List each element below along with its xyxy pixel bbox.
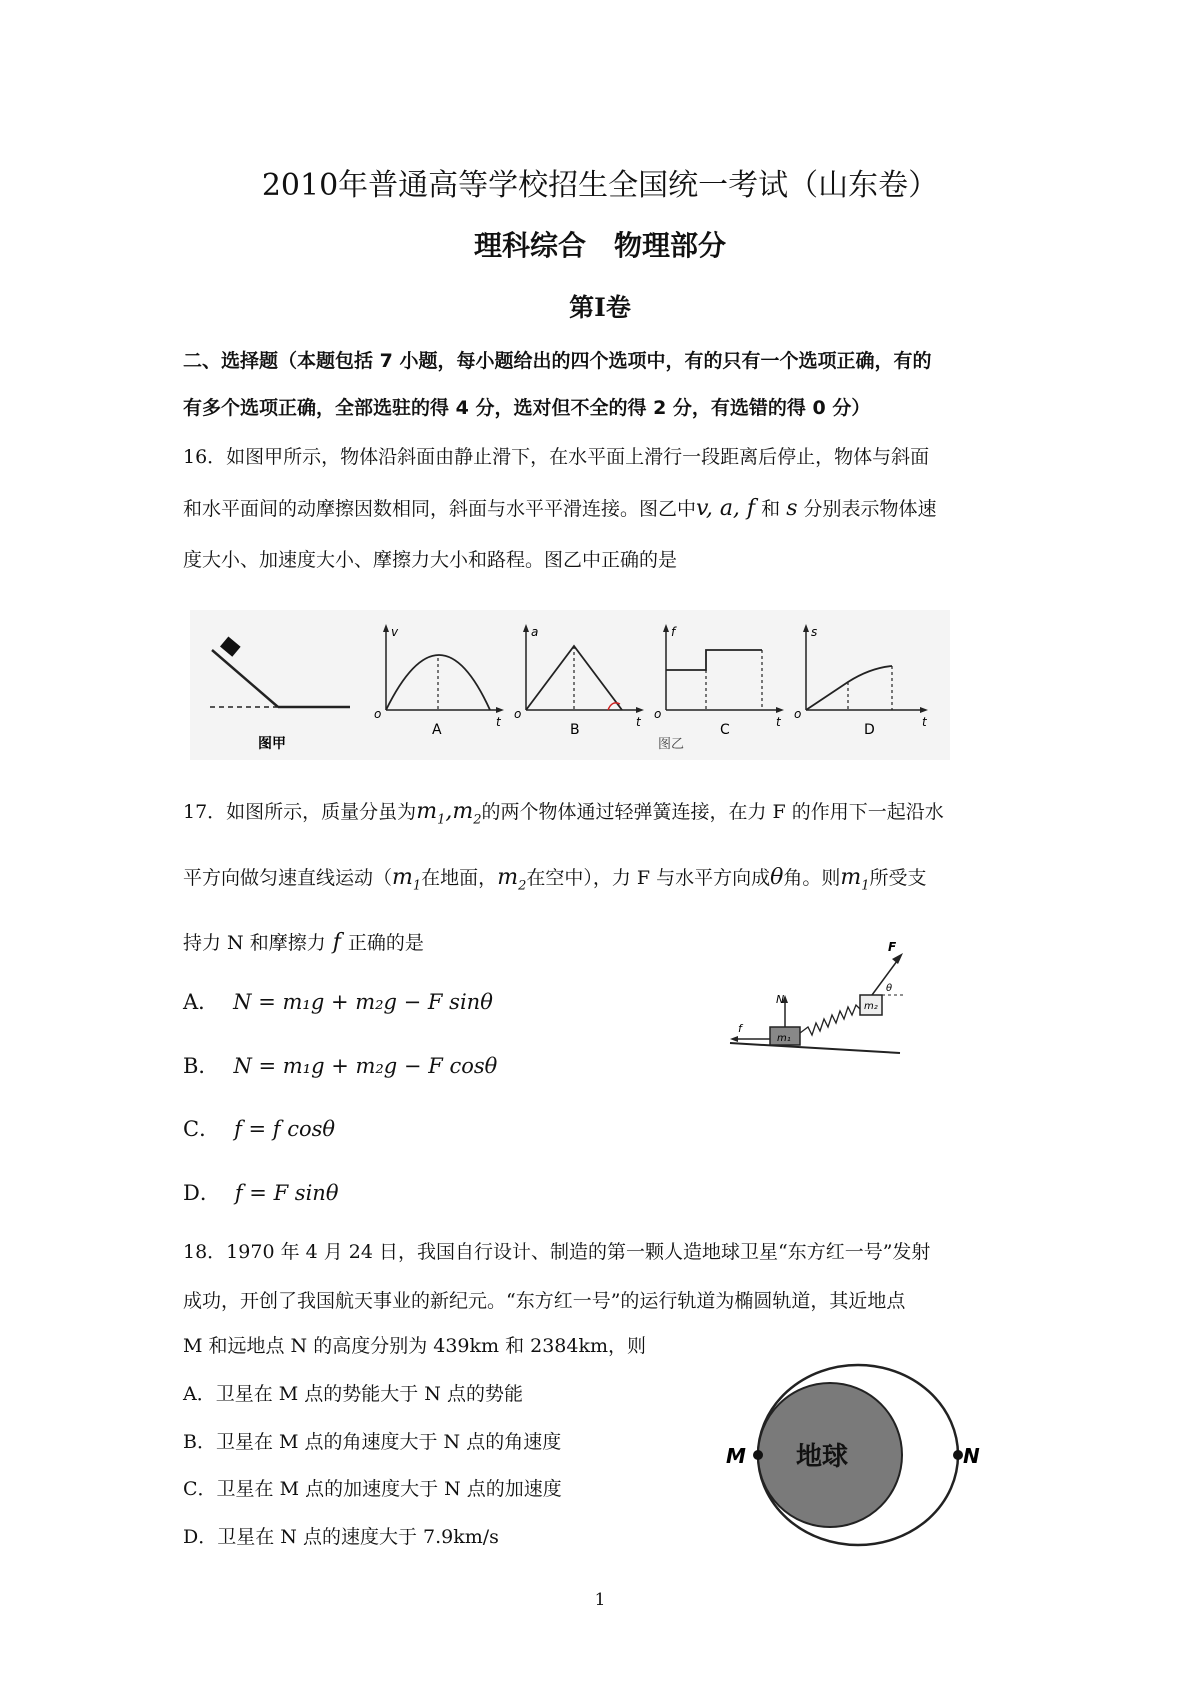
friction-label: f	[738, 1022, 742, 1035]
q18-line2: 成功，开创了我国航天事业的新纪元。“东方红一号”的运行轨道为椭圆轨道，其近地点	[183, 1290, 906, 1312]
q17-line2: 平方向做匀速直线运动（$m_1$在地面，$m_2$在空中），力 F 与水平方向成θ角。则$m_1$所受支	[183, 865, 927, 894]
q17-option-a[interactable]: A． N = m₁g + m₂g − F sinθ	[183, 990, 493, 1014]
graph-d-ylabel: s	[811, 625, 818, 639]
graph-b-xlabel: t	[636, 715, 641, 729]
section-instructions-line2: 有多个选项正确，全部选驻的得 4 分，选对但不全的得 2 分，有选错的得 0 分）	[183, 397, 871, 419]
graph-d-caption: D	[864, 722, 875, 738]
graph-b-origin: o	[514, 707, 522, 721]
q16-vars: v, a, f	[696, 496, 756, 521]
q16-var-s: s	[786, 496, 798, 521]
graph-a-ylabel: v	[391, 625, 399, 639]
q18-option-d[interactable]: D．卫星在 N 点的速度大于 7.9km/s	[183, 1526, 499, 1548]
point-m-marker	[753, 1450, 763, 1460]
normal-label: N	[776, 993, 785, 1006]
q17-option-b[interactable]: B． N = m₁g + m₂g − F cosθ	[183, 1054, 498, 1078]
fig-yi-caption: 图乙	[658, 737, 685, 752]
q18-option-b[interactable]: B．卫星在 M 点的角速度大于 N 点的角速度	[183, 1431, 562, 1453]
graph-c-xlabel: t	[776, 715, 781, 729]
q17-line1	[183, 797, 944, 827]
spring	[800, 1005, 860, 1035]
section-instructions-line1: 二、选择题（本题包括 7 小题，每小题给出的四个选项中，有的只有一个选项正确，有的	[183, 350, 932, 372]
q17-line3: 持力 N 和摩擦力 f 正确的是	[183, 930, 424, 955]
q18-line3: M 和远地点 N 的高度分别为 439km 和 2384km，则	[183, 1335, 646, 1357]
graph-c-caption: C	[720, 722, 730, 738]
graph-a-caption: A	[432, 722, 442, 738]
earth-label: 地球	[796, 1442, 849, 1472]
q16-line2-a: 和水平面间的动摩擦因数相同，斜面与水平平滑连接。图乙中	[183, 498, 697, 520]
mass1-label: m₁	[777, 1033, 791, 1044]
page-number: 1	[594, 1590, 606, 1610]
q16-line2	[183, 494, 937, 521]
subject-title: 理科综合 物理部分	[473, 229, 726, 262]
q17-option-d[interactable]: D． f = F sinθ	[183, 1181, 339, 1205]
exam-title: 2010年普通高等学校招生全国统一考试（山东卷）	[261, 168, 939, 203]
graph-a-xlabel: t	[496, 715, 501, 729]
q17-line1-b: 的两个物体通过轻弹簧连接，在力 F 的作用下一起沿水	[481, 801, 944, 823]
q16-line3: 度大小、加速度大小、摩擦力大小和路程。图乙中正确的是	[183, 549, 678, 571]
q17-figure	[720, 935, 910, 1070]
q17-m1: $m_1,m_2$	[416, 799, 482, 828]
graph-b-caption: B	[570, 722, 580, 738]
q18-line1: 18．1970 年 4 月 24 日，我国自行设计、制造的第一颗人造地球卫星“东方红一号”发射	[183, 1241, 931, 1263]
graph-c-ylabel: f	[671, 625, 676, 639]
graph-a-origin: o	[374, 707, 382, 721]
graph-d-origin: o	[794, 707, 802, 721]
q18-option-a[interactable]: A．卫星在 M 点的势能大于 N 点的势能	[183, 1383, 523, 1405]
graph-b-ylabel: a	[531, 625, 539, 639]
point-n-marker	[953, 1450, 963, 1460]
graph-d-xlabel: t	[922, 715, 927, 729]
graph-c-origin: o	[654, 707, 662, 721]
q18-option-c[interactable]: C．卫星在 M 点的加速度大于 N 点的加速度	[183, 1478, 562, 1500]
point-n-label: N	[963, 1444, 980, 1468]
q16-line2-b: 分别表示物体速	[803, 498, 937, 520]
volume-title: 第Ⅰ卷	[569, 293, 631, 322]
mass2-label: m₂	[864, 1001, 878, 1012]
q16-figure	[190, 610, 950, 760]
q17-option-c[interactable]: C． f = f cosθ	[183, 1117, 336, 1141]
q17-line1-a: 17．如图所示，质量分虽为	[183, 801, 417, 823]
force-label: F	[888, 940, 897, 954]
q16-line1: 16．如图甲所示，物体沿斜面由静止滑下，在水平面上滑行一段距离后停止，物体与斜面	[183, 446, 930, 468]
angle-label: θ	[886, 983, 893, 994]
fig-jia-caption: 图甲	[258, 736, 286, 752]
point-m-label: M	[726, 1444, 746, 1468]
q16-and: 和	[761, 498, 781, 520]
ground-line	[730, 1043, 900, 1053]
q18-orbit-figure	[720, 1355, 980, 1555]
